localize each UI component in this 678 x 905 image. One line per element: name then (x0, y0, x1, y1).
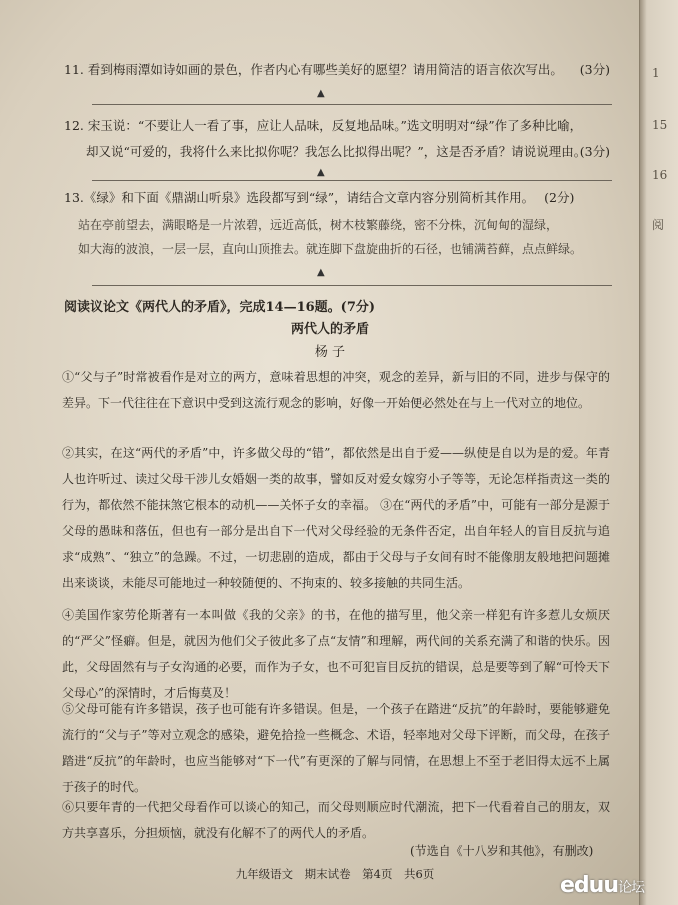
question-11 (64, 58, 610, 82)
question-score: (2分) (544, 190, 575, 205)
answer-line (92, 180, 612, 181)
next-page-edge (639, 0, 678, 905)
answer-line (92, 104, 612, 105)
source-citation: (节选自《十八岁和其他》，有删改) (410, 844, 594, 858)
paragraph-5: ⑤父母可能有许多错误，孩子也可能有许多错误。但是，一个孩子在踏进“反抗”的年龄时，要能够避免流行的“父与子”等对立观念的感染，避免拾捡一些概念、术语，轻率地对父母下评断，而父母，在孩子踏进“反抗”的年龄时，也应当能够对“下一代”有更深的了解与同情，在思想上不至于老旧得太远不上属于孩子的时代。 (62, 702, 610, 794)
page-footer: 九年级语文 期末试卷 第4页 共6页 (235, 867, 435, 881)
edge-number: 15 (652, 118, 668, 132)
question-12-line2 (86, 140, 610, 164)
excerpt-line-2: 如大海的波浪，一层一层，直向山顶推去。就连脚下盘旋曲折的石径，也铺满苔藓，点点鲜绿。 (78, 242, 583, 256)
question-13 (64, 186, 610, 210)
question-text: 12. 宋玉说：“不要让人一看了事，应让人品味，反复地品味。”选文明明对“绿”作了多种比喻， (64, 118, 583, 133)
article-title: 两代人的矛盾 (290, 322, 369, 337)
question-text: 13.《绿》和下面《鼎湖山听泉》选段都写到“绿”，请结合文章内容分别简析其作用。 (64, 190, 535, 205)
answer-marker: ▲ (317, 267, 325, 278)
edge-number: 阅 (652, 218, 665, 232)
watermark-brand: eduu (560, 873, 618, 898)
answer-marker: ▲ (317, 167, 325, 178)
paragraph-6: ⑥只要年青的一代把父母看作可以谈心的知己，而父母则顺应时代潮流，把下一代看着自己的朋友，双方共享喜乐，分担烦恼，就没有化解不了的两代人的矛盾。 (62, 800, 610, 840)
question-text: 11. 看到梅雨潭如诗如画的景色，作者内心有哪些美好的愿望？请用简洁的语言依次写出。 (64, 62, 563, 77)
section-title: 阅读议论文《两代人的矛盾》，完成14—16题。(7分) (64, 300, 376, 315)
answer-marker: ▲ (317, 88, 325, 99)
article-author: 杨 子 (314, 345, 346, 360)
question-score: (3分) (579, 62, 610, 77)
excerpt-line-1: 站在亭前望去，满眼略是一片浓碧，远近高低，树木枝繁藤绕，密不分株，沉甸甸的湿绿， (78, 218, 559, 232)
edge-number: 16 (652, 168, 668, 182)
watermark-suffix: 论坛 (618, 880, 644, 896)
eduu-watermark-logo (560, 873, 644, 898)
edge-number: 1 (652, 66, 660, 80)
question-12 (64, 114, 610, 138)
paragraph-4: ④美国作家劳伦斯著有一本叫做《我的父亲》的书，在他的描写里，他父亲一样犯有许多惹儿女烦厌的“严父”怪癖。但是，就因为他们父子彼此多了点“友情”和理解，两代间的关系充满了和谐的快乐。因此，父母固然有与子女沟通的必要，而作为子女，也不可犯盲目反抗的错误，总是要等到了解“可怜天下父母心”的深情时，才后悔莫及！ (62, 608, 610, 700)
answer-line (92, 285, 612, 286)
paragraph-1: ①“父与子”时常被看作是对立的两方，意味着思想的冲突，观念的差异，新与旧的不同，进步与保守的差异。下一代往往在下意识中受到这流行观念的影响，好像一开始便必然处在与上一代对立的地位。 (62, 370, 610, 410)
question-score: (3分) (579, 144, 610, 159)
question-text: 却又说“可爱的，我将什么来比拟你呢？我怎么比拟得出呢？”，这是否矛盾？请说说理由。 (86, 144, 587, 159)
paragraph-2-3: ②其实，在这“两代的矛盾”中，许多做父母的“错”，都依然是出自于爱——纵使是自以为是的爱。年青人也许听过、读过父母干涉儿女婚姻一类的故事，譬如反对爱女嫁穷小子等等，无论怎样指责这一类的行为，都依然不能抹煞它根本的动机——关怀子女的幸福。 ③在“两代的矛盾”中，可能有一部分是源于父母的愚昧和落伍，但也有一部分是出自下一代对父母经验的无条件否定，出自年轻人的盲目反抗与追求“成熟”、“独立”的急躁。不过，一切悲剧的造成，都由于父母与子女间有时不能像朋友般地把问题摊出来谈谈，未能尽可能地过一种较随便的、不拘束的、较多接触的共同生活。 (62, 446, 610, 590)
